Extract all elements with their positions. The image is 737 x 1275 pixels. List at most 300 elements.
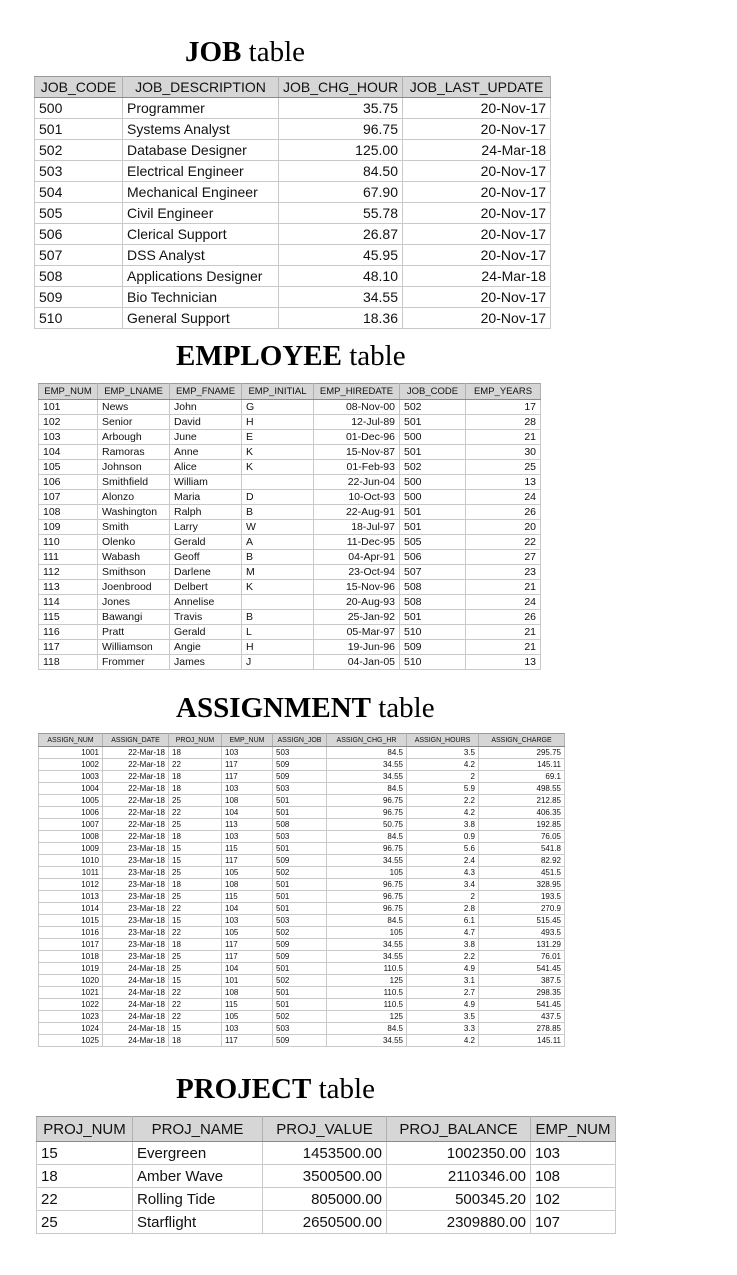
column-header: PROJ_VALUE bbox=[263, 1117, 387, 1142]
table-cell: 3500500.00 bbox=[263, 1165, 387, 1188]
table-cell: 504 bbox=[35, 182, 123, 203]
table-cell: 2.8 bbox=[407, 903, 479, 915]
table-cell: K bbox=[242, 445, 314, 460]
table-row bbox=[39, 1035, 565, 1047]
table-row bbox=[39, 759, 565, 771]
table-cell: 18 bbox=[169, 939, 222, 951]
table-cell: 20-Nov-17 bbox=[403, 203, 551, 224]
column-header: EMP_NUM bbox=[531, 1117, 616, 1142]
column-header: EMP_HIREDATE bbox=[314, 384, 400, 400]
table-cell: 493.5 bbox=[479, 927, 565, 939]
table-cell: 1020 bbox=[39, 975, 103, 987]
table-cell: 15 bbox=[169, 915, 222, 927]
table-cell: 503 bbox=[273, 915, 327, 927]
column-header: ASSIGN_NUM bbox=[39, 734, 103, 747]
table-cell: 22 bbox=[466, 535, 541, 550]
table-row bbox=[35, 224, 551, 245]
table-cell bbox=[242, 595, 314, 610]
header-row bbox=[39, 734, 565, 747]
project-table-title bbox=[176, 1073, 375, 1105]
table-cell: Smithson bbox=[98, 565, 170, 580]
table-cell: 13 bbox=[466, 655, 541, 670]
table-cell: Geoff bbox=[170, 550, 242, 565]
table-cell: 23-Mar-18 bbox=[103, 927, 169, 939]
project-title-rest: table bbox=[311, 1073, 375, 1105]
table-cell: Washington bbox=[98, 505, 170, 520]
table-cell: J bbox=[242, 655, 314, 670]
table-cell: 105 bbox=[39, 460, 98, 475]
column-header: JOB_DESCRIPTION bbox=[123, 77, 279, 98]
table-cell: 23-Mar-18 bbox=[103, 915, 169, 927]
table-cell: 25-Jan-92 bbox=[314, 610, 400, 625]
table-cell: 115 bbox=[222, 999, 273, 1011]
table-cell: 503 bbox=[273, 747, 327, 759]
table-cell: 18-Jul-97 bbox=[314, 520, 400, 535]
table-cell: 502 bbox=[273, 975, 327, 987]
table-cell: 48.10 bbox=[279, 266, 403, 287]
table-cell: June bbox=[170, 430, 242, 445]
column-header: JOB_CHG_HOUR bbox=[279, 77, 403, 98]
table-cell: 125 bbox=[327, 1011, 407, 1023]
table-cell: 10-Oct-93 bbox=[314, 490, 400, 505]
table-cell: 541.8 bbox=[479, 843, 565, 855]
table-cell: Gerald bbox=[170, 535, 242, 550]
table-cell: 34.55 bbox=[327, 759, 407, 771]
table-cell: 500 bbox=[400, 430, 466, 445]
table-cell: 507 bbox=[400, 565, 466, 580]
table-cell: 22-Jun-04 bbox=[314, 475, 400, 490]
table-cell: 24-Mar-18 bbox=[103, 1011, 169, 1023]
table-cell: Civil Engineer bbox=[123, 203, 279, 224]
table-cell: 08-Nov-00 bbox=[314, 400, 400, 415]
table-cell: 34.55 bbox=[327, 1035, 407, 1047]
table-cell: 15 bbox=[169, 975, 222, 987]
table-cell: 1016 bbox=[39, 927, 103, 939]
table-cell: John bbox=[170, 400, 242, 415]
table-cell: 109 bbox=[39, 520, 98, 535]
table-cell: 23-Mar-18 bbox=[103, 951, 169, 963]
table-cell: 96.75 bbox=[327, 795, 407, 807]
table-cell: 67.90 bbox=[279, 182, 403, 203]
assignment-title-bold: ASSIGNMENT bbox=[176, 692, 371, 724]
table-cell: 509 bbox=[273, 939, 327, 951]
table-row bbox=[39, 783, 565, 795]
table-row bbox=[39, 951, 565, 963]
table-cell: 108 bbox=[222, 795, 273, 807]
table-cell: Joenbrood bbox=[98, 580, 170, 595]
table-cell: 17 bbox=[466, 400, 541, 415]
column-header: JOB_LAST_UPDATE bbox=[403, 77, 551, 98]
table-cell: 498.55 bbox=[479, 783, 565, 795]
table-cell: 4.9 bbox=[407, 963, 479, 975]
table-cell: 34.55 bbox=[327, 939, 407, 951]
table-cell: Bio Technician bbox=[123, 287, 279, 308]
table-cell: 18 bbox=[169, 783, 222, 795]
table-cell: 501 bbox=[273, 987, 327, 999]
table-cell: Anne bbox=[170, 445, 242, 460]
table-cell: 108 bbox=[531, 1165, 616, 1188]
table-cell: 117 bbox=[222, 939, 273, 951]
table-cell: 145.11 bbox=[479, 759, 565, 771]
table-cell: 503 bbox=[273, 783, 327, 795]
table-cell: 110.5 bbox=[327, 999, 407, 1011]
table-cell: 1023 bbox=[39, 1011, 103, 1023]
table-cell: 15-Nov-87 bbox=[314, 445, 400, 460]
table-cell: 116 bbox=[39, 625, 98, 640]
table-cell: 105 bbox=[222, 867, 273, 879]
table-cell: 1005 bbox=[39, 795, 103, 807]
table-cell: Jones bbox=[98, 595, 170, 610]
table-row bbox=[39, 610, 541, 625]
table-cell: Rolling Tide bbox=[133, 1188, 263, 1211]
table-cell: 96.75 bbox=[327, 807, 407, 819]
table-row bbox=[39, 867, 565, 879]
table-cell: 18 bbox=[37, 1165, 133, 1188]
table-cell: 501 bbox=[273, 963, 327, 975]
table-row bbox=[35, 266, 551, 287]
table-cell: 505 bbox=[400, 535, 466, 550]
table-cell: 22-Mar-18 bbox=[103, 807, 169, 819]
table-cell: B bbox=[242, 550, 314, 565]
table-cell: 502 bbox=[400, 400, 466, 415]
table-cell: 22 bbox=[37, 1188, 133, 1211]
table-row bbox=[39, 1023, 565, 1035]
table-cell: 2 bbox=[407, 771, 479, 783]
table-row bbox=[35, 182, 551, 203]
table-cell: 5.6 bbox=[407, 843, 479, 855]
table-cell: 501 bbox=[400, 445, 466, 460]
table-cell: 507 bbox=[35, 245, 123, 266]
table-cell: 25 bbox=[169, 963, 222, 975]
table-cell: 106 bbox=[39, 475, 98, 490]
table-cell: 104 bbox=[39, 445, 98, 460]
table-cell: 115 bbox=[222, 843, 273, 855]
table-cell: 1009 bbox=[39, 843, 103, 855]
table-row bbox=[39, 520, 541, 535]
table-cell: 18 bbox=[169, 879, 222, 891]
table-cell: 192.85 bbox=[479, 819, 565, 831]
table-cell: 45.95 bbox=[279, 245, 403, 266]
table-cell: 4.2 bbox=[407, 759, 479, 771]
table-cell: 18 bbox=[169, 771, 222, 783]
table-cell: 50.75 bbox=[327, 819, 407, 831]
table-cell: 23-Mar-18 bbox=[103, 867, 169, 879]
table-cell: M bbox=[242, 565, 314, 580]
table-row bbox=[39, 819, 565, 831]
table-row bbox=[39, 640, 541, 655]
table-row bbox=[39, 1011, 565, 1023]
table-cell: Starflight bbox=[133, 1211, 263, 1234]
table-cell: Delbert bbox=[170, 580, 242, 595]
column-header: EMP_INITIAL bbox=[242, 384, 314, 400]
table-cell: Gerald bbox=[170, 625, 242, 640]
table-row bbox=[39, 999, 565, 1011]
table-cell: 501 bbox=[273, 891, 327, 903]
table-cell: Wabash bbox=[98, 550, 170, 565]
job-title-rest: table bbox=[241, 36, 306, 68]
table-cell: 298.35 bbox=[479, 987, 565, 999]
table-cell: Smithfield bbox=[98, 475, 170, 490]
table-cell: K bbox=[242, 460, 314, 475]
table-cell: 20-Nov-17 bbox=[403, 224, 551, 245]
table-cell: 500 bbox=[35, 98, 123, 119]
assignment-title-rest: table bbox=[371, 692, 435, 724]
table-cell: 27 bbox=[466, 550, 541, 565]
table-row bbox=[39, 747, 565, 759]
column-header: PROJ_BALANCE bbox=[387, 1117, 531, 1142]
table-cell: 541.45 bbox=[479, 963, 565, 975]
table-cell: 84.5 bbox=[327, 831, 407, 843]
table-row bbox=[39, 445, 541, 460]
table-cell: 105 bbox=[222, 1011, 273, 1023]
table-cell: 76.01 bbox=[479, 951, 565, 963]
table-cell: Larry bbox=[170, 520, 242, 535]
table-cell: 515.45 bbox=[479, 915, 565, 927]
table-cell: 502 bbox=[400, 460, 466, 475]
job-title-bold: JOB bbox=[185, 36, 242, 68]
table-cell: 23 bbox=[466, 565, 541, 580]
employee-title-bold: EMPLOYEE bbox=[176, 340, 342, 372]
table-cell: 113 bbox=[222, 819, 273, 831]
table-cell: 103 bbox=[222, 783, 273, 795]
table-cell: Alonzo bbox=[98, 490, 170, 505]
table-cell: Johnson bbox=[98, 460, 170, 475]
table-cell: A bbox=[242, 535, 314, 550]
table-cell: W bbox=[242, 520, 314, 535]
table-cell: 501 bbox=[273, 879, 327, 891]
table-cell: 1021 bbox=[39, 987, 103, 999]
table-cell: 501 bbox=[35, 119, 123, 140]
table-cell: 22-Aug-91 bbox=[314, 505, 400, 520]
table-cell: Clerical Support bbox=[123, 224, 279, 245]
table-cell: 1006 bbox=[39, 807, 103, 819]
table-cell: 104 bbox=[222, 807, 273, 819]
table-row bbox=[39, 400, 541, 415]
table-cell: 103 bbox=[222, 1023, 273, 1035]
table-cell: 34.55 bbox=[327, 855, 407, 867]
table-cell: 103 bbox=[531, 1142, 616, 1165]
table-cell: 125.00 bbox=[279, 140, 403, 161]
table-cell: 508 bbox=[400, 595, 466, 610]
table-cell: 96.75 bbox=[327, 843, 407, 855]
table-cell: Ramoras bbox=[98, 445, 170, 460]
table-cell: 509 bbox=[400, 640, 466, 655]
table-row bbox=[37, 1142, 616, 1165]
table-cell: 20-Nov-17 bbox=[403, 182, 551, 203]
column-header: PROJ_NUM bbox=[169, 734, 222, 747]
table-cell: 30 bbox=[466, 445, 541, 460]
table-cell: Applications Designer bbox=[123, 266, 279, 287]
table-cell: 25 bbox=[169, 891, 222, 903]
table-cell: 25 bbox=[466, 460, 541, 475]
table-row bbox=[39, 975, 565, 987]
table-cell: 509 bbox=[273, 1035, 327, 1047]
table-cell: 104 bbox=[222, 903, 273, 915]
table-cell: 501 bbox=[400, 610, 466, 625]
table-row bbox=[39, 415, 541, 430]
assignment-table-title bbox=[176, 692, 435, 724]
table-cell: 34.55 bbox=[327, 951, 407, 963]
table-cell: 13 bbox=[466, 475, 541, 490]
table-cell: 508 bbox=[35, 266, 123, 287]
table-cell: 22 bbox=[169, 807, 222, 819]
table-cell: 24-Mar-18 bbox=[103, 963, 169, 975]
table-cell: 24-Mar-18 bbox=[103, 987, 169, 999]
table-cell: 01-Dec-96 bbox=[314, 430, 400, 445]
table-cell: 509 bbox=[273, 759, 327, 771]
table-row bbox=[39, 795, 565, 807]
table-cell: K bbox=[242, 580, 314, 595]
table-cell: 23-Mar-18 bbox=[103, 903, 169, 915]
header-row bbox=[37, 1117, 616, 1142]
table-cell: James bbox=[170, 655, 242, 670]
table-cell: 35.75 bbox=[279, 98, 403, 119]
table-cell: Frommer bbox=[98, 655, 170, 670]
table-cell: 84.5 bbox=[327, 915, 407, 927]
table-cell: 4.2 bbox=[407, 1035, 479, 1047]
table-cell: 117 bbox=[222, 771, 273, 783]
table-cell: 105 bbox=[327, 867, 407, 879]
employee-table-title bbox=[176, 340, 406, 372]
table-cell: 104 bbox=[222, 963, 273, 975]
table-cell: 506 bbox=[35, 224, 123, 245]
table-cell: 28 bbox=[466, 415, 541, 430]
table-cell: 0.9 bbox=[407, 831, 479, 843]
table-row bbox=[39, 879, 565, 891]
table-cell: 102 bbox=[39, 415, 98, 430]
table-cell: Alice bbox=[170, 460, 242, 475]
table-cell: 103 bbox=[222, 747, 273, 759]
header-row bbox=[35, 77, 551, 98]
table-cell: 22 bbox=[169, 759, 222, 771]
table-cell: 295.75 bbox=[479, 747, 565, 759]
table-cell: E bbox=[242, 430, 314, 445]
table-cell: H bbox=[242, 640, 314, 655]
table-cell: 145.11 bbox=[479, 1035, 565, 1047]
table-cell: Evergreen bbox=[133, 1142, 263, 1165]
table-cell: 117 bbox=[222, 855, 273, 867]
table-cell: 506 bbox=[400, 550, 466, 565]
table-cell: 502 bbox=[273, 1011, 327, 1023]
table-cell: 114 bbox=[39, 595, 98, 610]
table-cell: 3.3 bbox=[407, 1023, 479, 1035]
table-cell: Ralph bbox=[170, 505, 242, 520]
employee-table bbox=[38, 383, 541, 670]
table-cell: 2.2 bbox=[407, 951, 479, 963]
table-cell: 118 bbox=[39, 655, 98, 670]
table-cell: 505 bbox=[35, 203, 123, 224]
table-cell: 84.5 bbox=[327, 1023, 407, 1035]
table-cell: 22-Mar-18 bbox=[103, 771, 169, 783]
table-cell: Arbough bbox=[98, 430, 170, 445]
table-cell: 1018 bbox=[39, 951, 103, 963]
table-cell: 84.50 bbox=[279, 161, 403, 182]
table-cell: 25 bbox=[169, 867, 222, 879]
table-cell: 23-Mar-18 bbox=[103, 939, 169, 951]
table-cell: 84.5 bbox=[327, 783, 407, 795]
table-cell: 1003 bbox=[39, 771, 103, 783]
table-cell: 23-Mar-18 bbox=[103, 891, 169, 903]
table-cell: 1015 bbox=[39, 915, 103, 927]
table-cell: 05-Mar-97 bbox=[314, 625, 400, 640]
table-cell: 22-Mar-18 bbox=[103, 795, 169, 807]
table-cell: 22 bbox=[169, 927, 222, 939]
table-cell: 21 bbox=[466, 580, 541, 595]
table-row bbox=[35, 245, 551, 266]
table-cell: 501 bbox=[400, 415, 466, 430]
table-cell: 1004 bbox=[39, 783, 103, 795]
table-cell: 26 bbox=[466, 610, 541, 625]
table-cell: 108 bbox=[39, 505, 98, 520]
assignment-table bbox=[38, 733, 565, 1047]
table-cell: 328.95 bbox=[479, 879, 565, 891]
table-cell: 501 bbox=[400, 505, 466, 520]
table-cell: Maria bbox=[170, 490, 242, 505]
table-cell: 04-Jan-05 bbox=[314, 655, 400, 670]
table-cell: 103 bbox=[222, 915, 273, 927]
table-row bbox=[35, 308, 551, 329]
table-cell: News bbox=[98, 400, 170, 415]
table-cell: 108 bbox=[222, 987, 273, 999]
table-row bbox=[37, 1211, 616, 1234]
table-cell: 1017 bbox=[39, 939, 103, 951]
table-cell: Pratt bbox=[98, 625, 170, 640]
table-cell: 20-Nov-17 bbox=[403, 245, 551, 266]
column-header: JOB_CODE bbox=[400, 384, 466, 400]
table-cell: 15 bbox=[169, 843, 222, 855]
table-cell: 1025 bbox=[39, 1035, 103, 1047]
table-cell: 508 bbox=[273, 819, 327, 831]
table-cell: 131.29 bbox=[479, 939, 565, 951]
table-row bbox=[39, 987, 565, 999]
table-cell: 22 bbox=[169, 903, 222, 915]
table-cell: 26.87 bbox=[279, 224, 403, 245]
table-row bbox=[39, 891, 565, 903]
table-cell: 24 bbox=[466, 595, 541, 610]
table-cell: 22-Mar-18 bbox=[103, 747, 169, 759]
table-cell: Database Designer bbox=[123, 140, 279, 161]
table-cell: 96.75 bbox=[327, 903, 407, 915]
table-cell: Bawangi bbox=[98, 610, 170, 625]
table-cell: Systems Analyst bbox=[123, 119, 279, 140]
table-cell: 20-Nov-17 bbox=[403, 308, 551, 329]
table-cell: 2650500.00 bbox=[263, 1211, 387, 1234]
table-cell: 96.75 bbox=[327, 879, 407, 891]
table-cell: 24-Mar-18 bbox=[103, 1023, 169, 1035]
column-header: PROJ_NUM bbox=[37, 1117, 133, 1142]
table-cell: 4.7 bbox=[407, 927, 479, 939]
table-cell: 11-Dec-95 bbox=[314, 535, 400, 550]
table-cell: 4.3 bbox=[407, 867, 479, 879]
table-cell: 101 bbox=[222, 975, 273, 987]
table-cell: Williamson bbox=[98, 640, 170, 655]
table-cell: General Support bbox=[123, 308, 279, 329]
table-cell: 117 bbox=[222, 759, 273, 771]
column-header: ASSIGN_HOURS bbox=[407, 734, 479, 747]
table-cell: Smith bbox=[98, 520, 170, 535]
table-cell: 406.35 bbox=[479, 807, 565, 819]
table-cell: L bbox=[242, 625, 314, 640]
table-cell: 24 bbox=[466, 490, 541, 505]
table-cell: 20-Nov-17 bbox=[403, 287, 551, 308]
table-cell: 15 bbox=[169, 855, 222, 867]
table-cell: 15-Nov-96 bbox=[314, 580, 400, 595]
table-cell: 1022 bbox=[39, 999, 103, 1011]
table-cell: 110.5 bbox=[327, 987, 407, 999]
table-cell: 18 bbox=[169, 747, 222, 759]
table-cell: Mechanical Engineer bbox=[123, 182, 279, 203]
table-cell: 1011 bbox=[39, 867, 103, 879]
